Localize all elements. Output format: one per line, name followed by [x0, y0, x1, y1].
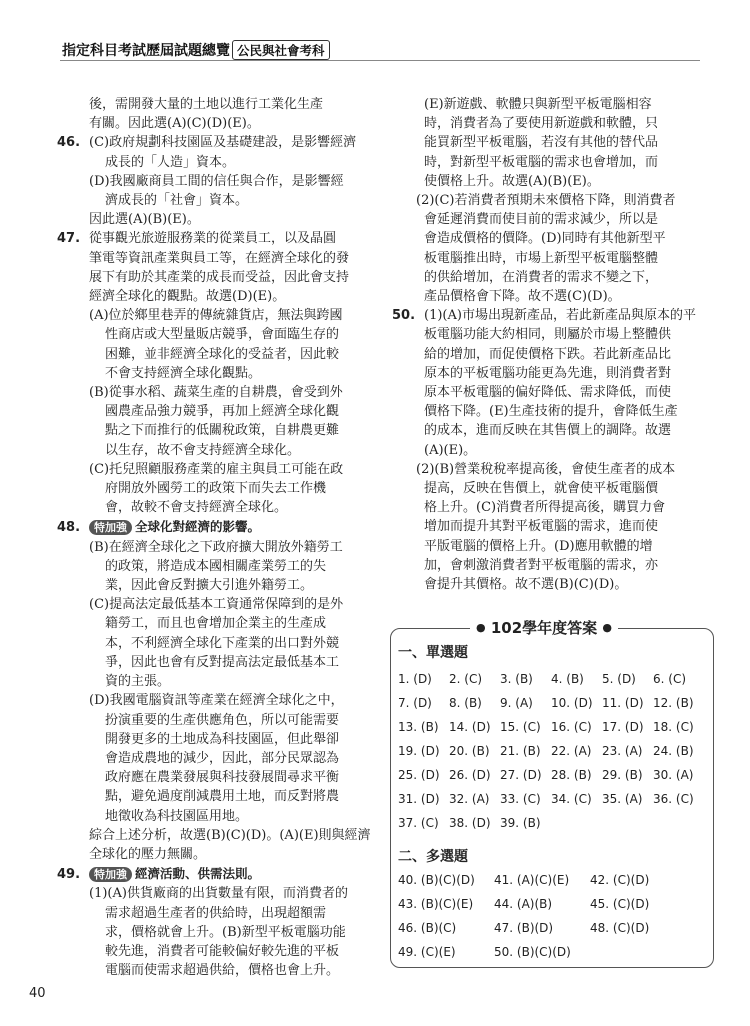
text-line: (B)從事水稻、蔬菜生產的自耕農，會受到外 — [89, 385, 343, 401]
answer-cell: 31. (D) — [398, 792, 440, 806]
answer-text: 從事觀光旅遊服務業的從業員工，以及晶圓 — [89, 231, 337, 247]
text-line: (D)我國廠商員工間的信任與合作，是影響經 — [89, 173, 344, 189]
text-line: 會，故較不會支持經濟全球化。 — [105, 500, 288, 516]
text-line: 加，會刺激消費者對平板電腦的需求，亦 — [424, 557, 659, 573]
answer-cell: 7. (D) — [398, 696, 432, 710]
answer-cell: 29. (B) — [602, 768, 643, 782]
single-choice-label: 一、單選題 — [398, 645, 468, 661]
question-number: 47. — [57, 231, 81, 247]
page-number: 40 — [29, 986, 46, 1001]
text-line: (C)提高法定最低基本工資通常保障到的是外 — [89, 597, 344, 613]
text-line: 以生存，故不會支持經濟全球化。 — [105, 442, 301, 458]
text-line: 濟成長的「社會」資本。 — [105, 193, 249, 209]
text-line: 板電腦推出時，市場上新型平板電腦整體 — [424, 250, 659, 266]
text-line: 府開放外國勞工的政策下而失去工作機 — [105, 481, 327, 497]
book-header — [62, 40, 330, 60]
topic-text: 經濟活動、供需法則。 — [135, 866, 261, 882]
answer-cell: 30. (A) — [653, 768, 694, 782]
answer-cell: 46. (B)(C) — [398, 921, 457, 935]
answer-cell: 15. (C) — [500, 720, 541, 734]
answer-text: (C)政府規劃科技園區及基礎建設，是影響經濟 — [89, 135, 357, 151]
text-line: 會造成價格的價降。(D)同時有其他新型平 — [424, 231, 666, 247]
left-column — [57, 95, 382, 980]
header-title: 指定科目考試歷屆試題總覽 — [62, 43, 230, 59]
answer-text: (1)(A)市場出現新產品，若此新產品與原本的平 — [424, 308, 696, 324]
answer-cell: 27. (D) — [500, 768, 542, 782]
text-line — [57, 133, 382, 152]
answer-cell: 48. (C)(D) — [590, 921, 650, 935]
answer-cell: 22. (A) — [551, 744, 592, 758]
text-line: (C)托兒照顧服務產業的雇主與員工可能在政 — [89, 461, 344, 477]
text-line: (2)(C)若消費者預期未來價格下降，則消費者 — [416, 193, 676, 209]
text-line: 的政策，將造成本國相關產業勞工的失 — [105, 558, 327, 574]
text-line: 格上升。(C)消費者所得提高後，購買力會 — [424, 500, 666, 516]
text-line: 會延遲消費而使目前的需求減少，所以是 — [424, 212, 659, 228]
topic-text: 全球化對經濟的影響。 — [135, 519, 261, 535]
answer-cell: 8. (B) — [449, 696, 482, 710]
text-line: (B)在經濟全球化之下政府擴大開放外籍勞工 — [89, 539, 343, 555]
text-line: 的供給增加，在消費者的需求不變之下， — [424, 269, 659, 285]
answer-cell: 33. (C) — [500, 792, 541, 806]
title-dot-left: ● — [476, 621, 486, 634]
answer-cell: 14. (D) — [449, 720, 491, 734]
answer-cell: 6. (C) — [653, 672, 687, 686]
text-line: 成長的「人造」資本。 — [105, 154, 236, 170]
text-line — [57, 517, 382, 537]
text-line: 給的增加，而促使價格下跌。若此新產品比 — [424, 346, 672, 362]
text-line: 展下有助於其產業的成長而受益，因此會支持 — [89, 269, 350, 285]
question-number: 46. — [57, 135, 81, 151]
question-number: 50. — [392, 308, 416, 324]
answer-cell: 38. (D) — [449, 816, 491, 830]
answer-cell: 9. (A) — [500, 696, 533, 710]
answer-cell: 19. (D) — [398, 744, 440, 758]
text-line: 會提升其價格。故不選(B)(C)(D)。 — [424, 577, 628, 593]
answer-cell: 11. (D) — [602, 696, 644, 710]
text-line: 平版電腦的價格上升。(D)應用軟體的增 — [424, 538, 653, 554]
text-line: 使價格上升。故選(A)(B)(E)。 — [424, 173, 600, 189]
answer-cell: 49. (C)(E) — [398, 945, 456, 959]
answer-cell: 13. (B) — [398, 720, 439, 734]
text-line: 產品價格會下降。故不選(C)(D)。 — [424, 289, 621, 305]
text-line: 因此選(A)(B)(E)。 — [89, 212, 200, 228]
answer-cell: 2. (C) — [449, 672, 483, 686]
text-line: 時，消費者為了要使用新遊戲和軟體，只 — [424, 116, 659, 132]
answer-cell: 41. (A)(C)(E) — [494, 873, 570, 887]
text-line: 開發更多的土地成為科技園區，但此舉卻 — [105, 731, 340, 747]
answer-cell: 28. (B) — [551, 768, 592, 782]
text-line: 點，避免過度削減農用土地，而反對將農 — [105, 789, 340, 805]
text-line: 扮演重要的生產供應角色，所以可能需要 — [105, 712, 340, 728]
text-line: (D)我國電腦資訊等產業在經濟全球化之中， — [89, 693, 344, 709]
answer-cell: 4. (B) — [551, 672, 584, 686]
answer-cell: 17. (D) — [602, 720, 644, 734]
text-line: 時，對新型平板電腦的需求也會增加，而 — [424, 154, 659, 170]
text-line: (A)(E)。 — [424, 442, 477, 458]
answer-cell: 40. (B)(C)(D) — [398, 873, 475, 887]
text-line: 求，價格就會上升。(B)新型平板電腦功能 — [105, 924, 346, 940]
text-line: 性商店或大型量販店競爭，會面臨生存的 — [105, 327, 340, 343]
text-line: 價格下降。(E)生產技術的提升，會降低生產 — [424, 404, 678, 420]
text-line: (2)(B)營業稅稅率提高後，會使生產者的成本 — [416, 461, 676, 477]
answer-cell: 23. (A) — [602, 744, 643, 758]
answer-cell: 5. (D) — [602, 672, 636, 686]
text-line: (A)位於鄉里巷弄的傳統雜貨店，無法與跨國 — [89, 308, 343, 324]
answer-cell: 20. (B) — [449, 744, 490, 758]
text-line: 困難，並非經濟全球化的受益者，因此較 — [105, 346, 340, 362]
emphasis-badge: 特加強 — [89, 867, 132, 882]
text-line: 點之下而推行的低關稅政策，自耕農更難 — [105, 423, 340, 439]
answer-cell: 25. (D) — [398, 768, 440, 782]
answer-cell: 24. (B) — [653, 744, 694, 758]
text-line: 筆電等資訊產業與員工等，在經濟全球化的發 — [89, 250, 350, 266]
answer-cell: 12. (B) — [653, 696, 694, 710]
text-line: 的成本，進而反映在其售價上的調降。故選 — [424, 423, 672, 439]
text-line: 資的主張。 — [105, 674, 171, 690]
text-line — [57, 864, 382, 884]
answer-cell: 21. (B) — [500, 744, 541, 758]
header-rule — [60, 60, 700, 61]
text-line: 板電腦功能大約相同，則屬於市場上整體供 — [424, 327, 672, 343]
multi-choice-label: 二、多選題 — [398, 849, 468, 865]
text-line: 國農產品強力競爭，再加上經濟全球化觀 — [105, 404, 340, 420]
text-line: 籍勞工，而且也會增加企業主的生產成 — [105, 616, 327, 632]
right-column — [392, 95, 712, 594]
text-line: 後，需開發大量的土地以進行工業化生產 — [89, 97, 324, 112]
answer-cell: 10. (D) — [551, 696, 593, 710]
answer-cell: 44. (A)(B) — [494, 897, 553, 911]
answer-cell: 18. (C) — [653, 720, 694, 734]
answer-cell: 39. (B) — [500, 816, 541, 830]
text-line: (1)(A)供貨廠商的出貨數量有限，而消費者的 — [89, 886, 348, 902]
answer-cell: 47. (B)(D) — [494, 921, 554, 935]
answer-cell: 42. (C)(D) — [590, 873, 650, 887]
text-line: 經濟全球化的觀點。故選(D)(E)。 — [89, 289, 286, 305]
answer-cell: 32. (A) — [449, 792, 490, 806]
answer-cell: 35. (A) — [602, 792, 643, 806]
text-line: 較先進，消費者可能較偏好較先進的平板 — [105, 943, 340, 959]
answer-cell: 37. (C) — [398, 816, 439, 830]
answer-cell: 34. (C) — [551, 792, 592, 806]
text-line: 地徵收為科技園區用地。 — [105, 808, 249, 824]
answer-cell: 16. (C) — [551, 720, 592, 734]
text-line: 有關。因此選(A)(C)(D)(E)。 — [89, 116, 260, 132]
answer-cell: 50. (B)(C)(D) — [494, 945, 571, 959]
question-number: 48. — [57, 520, 81, 536]
text-line: (E)新遊戲、軟體只與新型平板電腦相容 — [424, 97, 652, 112]
text-line: 提高，反映在售價上，就會使平板電腦價 — [424, 481, 659, 497]
text-line: 政府應在農業發展與科技發展間尋求平衡 — [105, 770, 340, 786]
subject-tag: 公民與社會考科 — [232, 40, 330, 60]
text-line: 原本平板電腦的偏好降低、需求降低，而使 — [424, 385, 672, 401]
text-line: 電腦而使需求超過供給，價格也會上升。 — [105, 963, 340, 979]
text-line: 爭，因此也會有反對提高法定最低基本工 — [105, 654, 340, 670]
text-line: 原本的平板電腦功能更為先進，則消費者對 — [424, 365, 672, 381]
answer-key-heading: 102學年度答案 — [490, 619, 598, 637]
text-line: 需求超過生產者的供給時，出現超額需 — [105, 905, 327, 921]
emphasis-badge: 特加強 — [89, 520, 132, 535]
text-line: 能買新型平板電腦，若沒有其他的替代品 — [424, 135, 659, 151]
text-line: 本，不利經濟全球化下產業的出口對外競 — [105, 635, 340, 651]
title-dot-right: ● — [602, 621, 612, 634]
answer-cell: 3. (B) — [500, 672, 533, 686]
answer-key-title — [470, 617, 618, 638]
question-number: 49. — [57, 867, 81, 883]
answer-cell: 36. (C) — [653, 792, 694, 806]
text-line: 會造成農地的減少，因此，部分民眾認為 — [105, 750, 340, 766]
text-line — [392, 306, 712, 325]
answer-cell: 1. (D) — [398, 672, 432, 686]
text-line: 增加而提升其對平板電腦的需求，進而使 — [424, 519, 659, 535]
answer-cell: 45. (C)(D) — [590, 897, 650, 911]
answer-cell: 26. (D) — [449, 768, 491, 782]
text-line: 業，因此會反對擴大引進外籍勞工。 — [105, 578, 314, 594]
text-line — [57, 229, 382, 248]
text-line: 全球化的壓力無關。 — [89, 846, 207, 862]
text-line: 不會支持經濟全球化觀點。 — [105, 365, 262, 381]
text-line: 綜合上述分析，故選(B)(C)(D)。(A)(E)則與經濟 — [89, 827, 371, 843]
answer-cell: 43. (B)(C)(E) — [398, 897, 474, 911]
